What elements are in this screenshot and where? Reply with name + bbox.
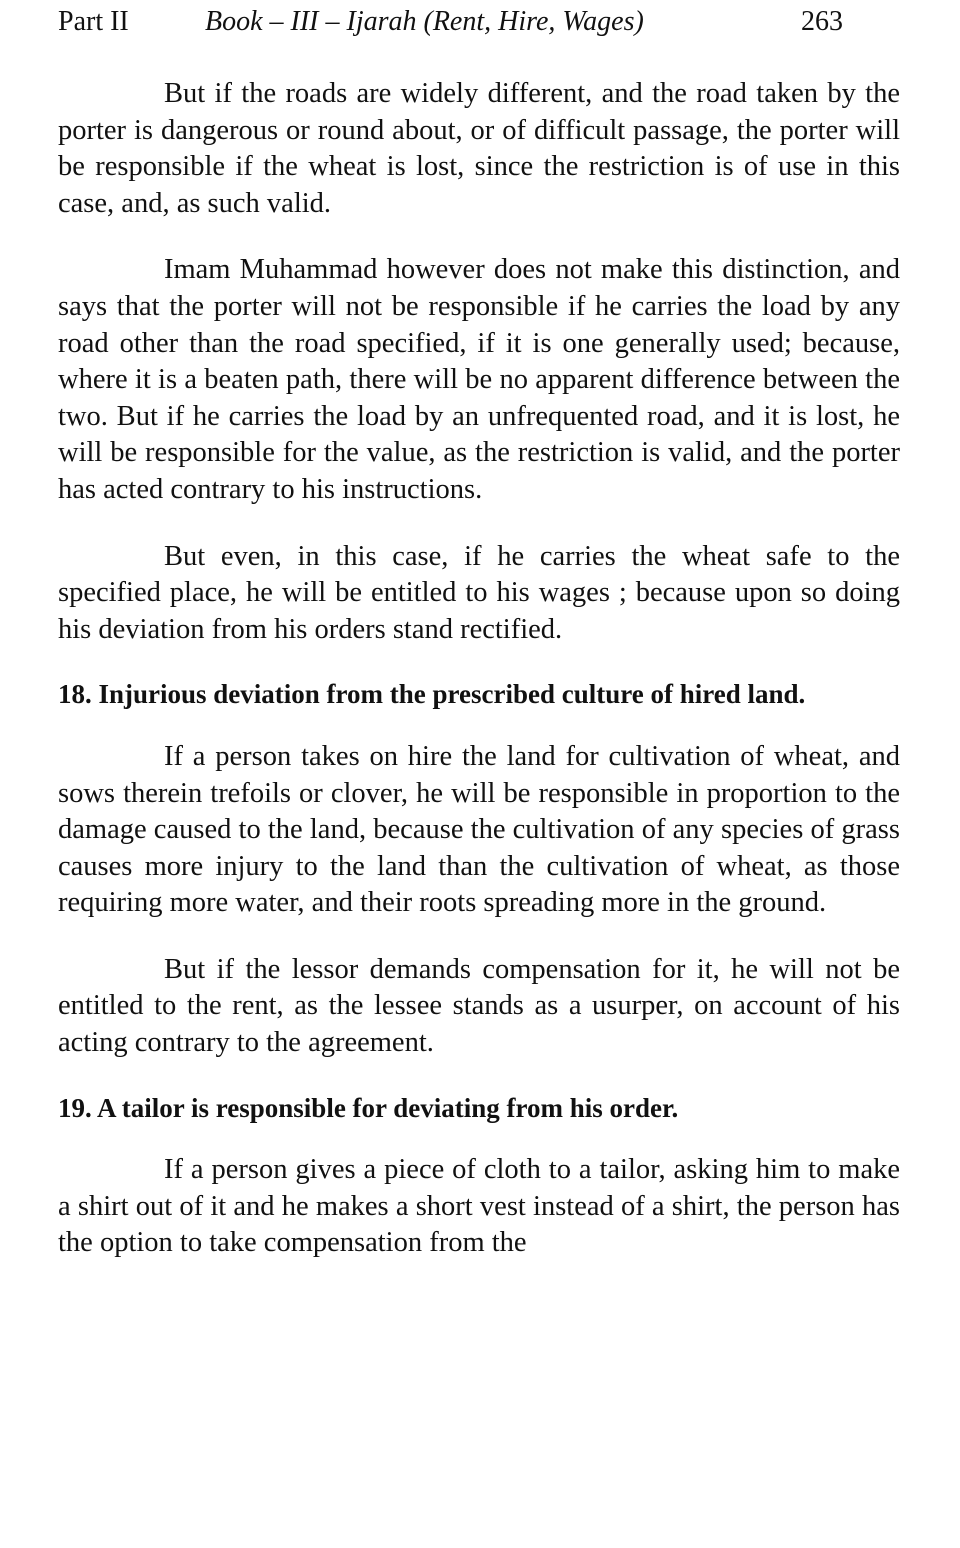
paragraph-imam-muhammad: Imam Muhammad however does not make this distinction, and says that the porter will not be responsible if he carries the load by any road other than the road specified, if it is one generally used; because, where it is a beaten path, there will be no apparent difference between the two. But if he carries the load by an unfrequented road, and it is lost, he will be responsible for the value, as the restriction is valid, and the porter has acted contrary to his instructions.: [58, 254, 900, 505]
paragraph-roads-different: But if the roads are widely different, and the road taken by the porter is dangerous or round about, or of difficult passage, the porter will be responsible if the wheat is lost, since the restriction is of use in this case, and, as such valid.: [58, 78, 900, 219]
paragraph-hire-land: If a person takes on hire the land for cultivation of wheat, and sows therein trefoils or clover, he will be responsible in proportion to the damage caused to the land, because the cultivation of any species of grass causes more injury to the land than the cultivation of wheat, as those requiring more water, and their roots spreading more in the ground.: [58, 740, 900, 919]
running-header: [58, 2, 848, 42]
section-heading-19: 19. A tailor is responsible for deviating from his order.: [58, 1092, 679, 1123]
paragraph-tailor: If a person gives a piece of cloth to a tailor, asking him to make a shirt out of it and he makes a short vest instead of a shirt, the person has the option to take compensation from the: [58, 1154, 900, 1259]
part-label: Part II: [58, 6, 129, 37]
paragraph-lessor-compensation: But if the lessor demands compensation for it, he will not be entitled to the rent, as the lessee stands as a usurper, on account of his acting contrary to the agreement.: [58, 953, 900, 1059]
page-content: [58, 76, 900, 1262]
book-title: Book – III – Ijarah (Rent, Hire, Wages): [205, 6, 644, 37]
page-number: 263: [801, 6, 843, 37]
paragraph-wheat-safe: But even, in this case, if he carries the wheat safe to the specified place, he will be entitled to his wages ; because upon so doing his deviation from his orders stand rectified.: [58, 540, 900, 645]
section-heading-18: 18. Injurious deviation from the prescribed culture of hired land.: [58, 679, 806, 710]
